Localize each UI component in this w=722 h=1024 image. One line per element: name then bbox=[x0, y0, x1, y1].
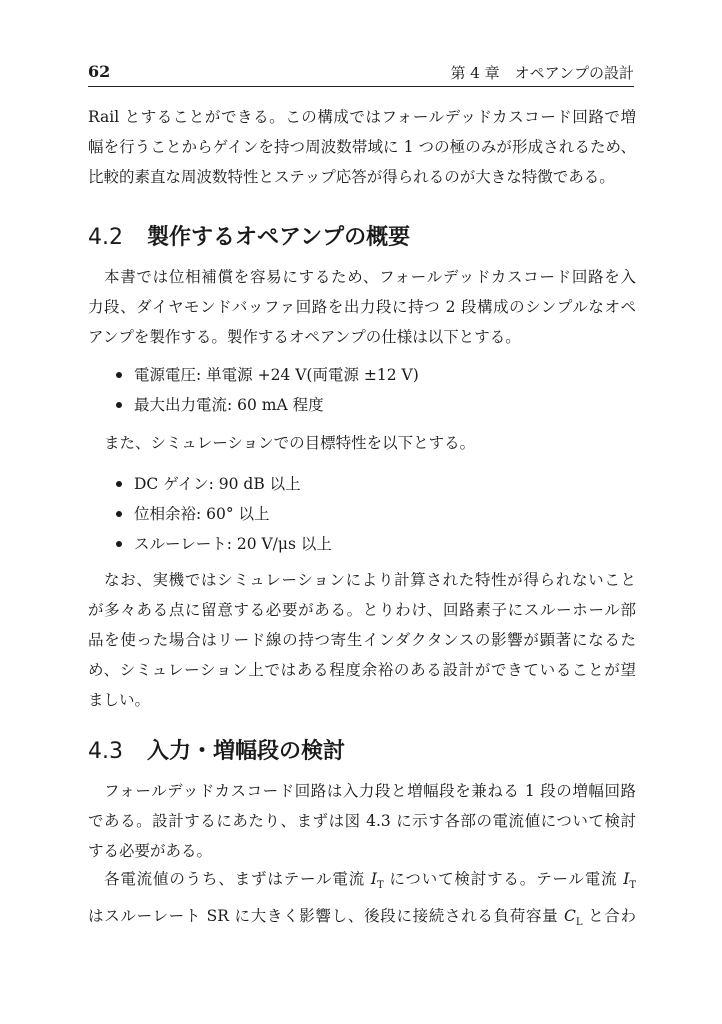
list-item bbox=[116, 499, 332, 529]
chapter-title: 第 4 章 オペアンプの設計 bbox=[450, 64, 634, 82]
section-title: 製作するオペアンプの概要 bbox=[147, 225, 411, 250]
section-number: 4.2 bbox=[88, 225, 123, 250]
list-item-text: 電源電圧: 単電源 +24 V(両電源 ±12 V) bbox=[134, 366, 419, 384]
section-heading-4-2 bbox=[88, 220, 410, 251]
section-title: 入力・増幅段の検討 bbox=[147, 739, 346, 764]
bullet-icon bbox=[116, 541, 122, 547]
section-4-3-paragraph-2 bbox=[88, 864, 636, 938]
text-line: が多々ある点に留意する必要がある。とりわけ、回路素子にスルーホール部 bbox=[88, 601, 636, 619]
text-line: 幅を行うことからゲインを持つ周波数帯域に 1 つの極のみが形成されるため、 bbox=[88, 138, 636, 156]
text-line: 力段、ダイヤモンドバッファ回路を出力段に持つ 2 段構成のシンプルなオペ bbox=[88, 298, 636, 316]
math-variable: C bbox=[563, 907, 576, 926]
list-item bbox=[116, 529, 332, 559]
math-subscript: T bbox=[376, 880, 384, 892]
text-run: と合わ bbox=[582, 907, 636, 926]
text-line: 比較的素直な周波数特性とステップ応答が得られるのが大きな特徴である。 bbox=[88, 168, 615, 186]
spec-list bbox=[116, 360, 419, 420]
bullet-icon bbox=[116, 402, 122, 408]
text-line: である。設計するにあたり、まずは図 4.3 に示す各部の電流値について検討 bbox=[88, 812, 636, 830]
text-line: Rail とすることができる。この構成ではフォールデッドカスコード回路で増 bbox=[88, 108, 636, 126]
list-item bbox=[116, 469, 332, 499]
section-4-2-paragraph-3 bbox=[88, 565, 636, 715]
list-item-text: 最大出力電流: 60 mA 程度 bbox=[134, 396, 324, 414]
math-variable: I bbox=[370, 870, 377, 888]
math-subscript: T bbox=[629, 880, 636, 892]
list-item bbox=[116, 360, 419, 390]
target-list bbox=[116, 469, 332, 559]
text-line: なお、実機ではシミュレーションにより計算された特性が得られないこと bbox=[104, 571, 636, 589]
bullet-icon bbox=[116, 372, 122, 378]
list-item-text: 位相余裕: 60° 以上 bbox=[134, 505, 270, 523]
math-variable: I bbox=[623, 870, 630, 888]
text-line: フォールデッドカスコード回路は入力段と増幅段を兼ねる 1 段の増幅回路 bbox=[104, 782, 636, 800]
text-line: ましい。 bbox=[88, 691, 151, 709]
text-run: について検討する。テール電流 bbox=[383, 870, 624, 888]
text-run: はスルーレート SR に大きく影響し、後段に接続される負荷容量 bbox=[88, 907, 564, 926]
page-number: 62 bbox=[88, 62, 111, 81]
list-item-text: スルーレート: 20 V/μs 以上 bbox=[134, 535, 332, 553]
running-header bbox=[88, 60, 634, 87]
section-number: 4.3 bbox=[88, 739, 123, 764]
section-4-2-paragraph-2 bbox=[88, 428, 636, 458]
intro-paragraph bbox=[88, 102, 636, 192]
text-line: 本書では位相補償を容易にするため、フォールデッドカスコード回路を入 bbox=[104, 268, 636, 286]
text-run: 各電流値のうち、まずはテール電流 bbox=[104, 870, 371, 888]
list-item bbox=[116, 390, 419, 420]
text-line: また、シミュレーションでの目標特性を以下とする。 bbox=[104, 434, 476, 452]
section-4-3-paragraph-1 bbox=[88, 776, 636, 866]
text-line bbox=[88, 901, 636, 938]
bullet-icon bbox=[116, 481, 122, 487]
section-4-2-paragraph-1 bbox=[88, 262, 636, 352]
text-line: 品を使った場合はリード線の持つ寄生インダクタンスの影響が顕著になるた bbox=[88, 631, 636, 649]
text-line: する必要がある。 bbox=[88, 842, 213, 860]
math-subscript: L bbox=[575, 917, 583, 929]
bullet-icon bbox=[116, 511, 122, 517]
text-line bbox=[88, 864, 636, 901]
list-item-text: DC ゲイン: 90 dB 以上 bbox=[134, 475, 301, 493]
section-heading-4-3 bbox=[88, 734, 345, 765]
text-line: アンプを製作する。製作するオペアンプの仕様は以下とする。 bbox=[88, 328, 521, 346]
text-line: め、シミュレーション上ではある程度余裕のある設計ができていることが望 bbox=[88, 661, 636, 679]
